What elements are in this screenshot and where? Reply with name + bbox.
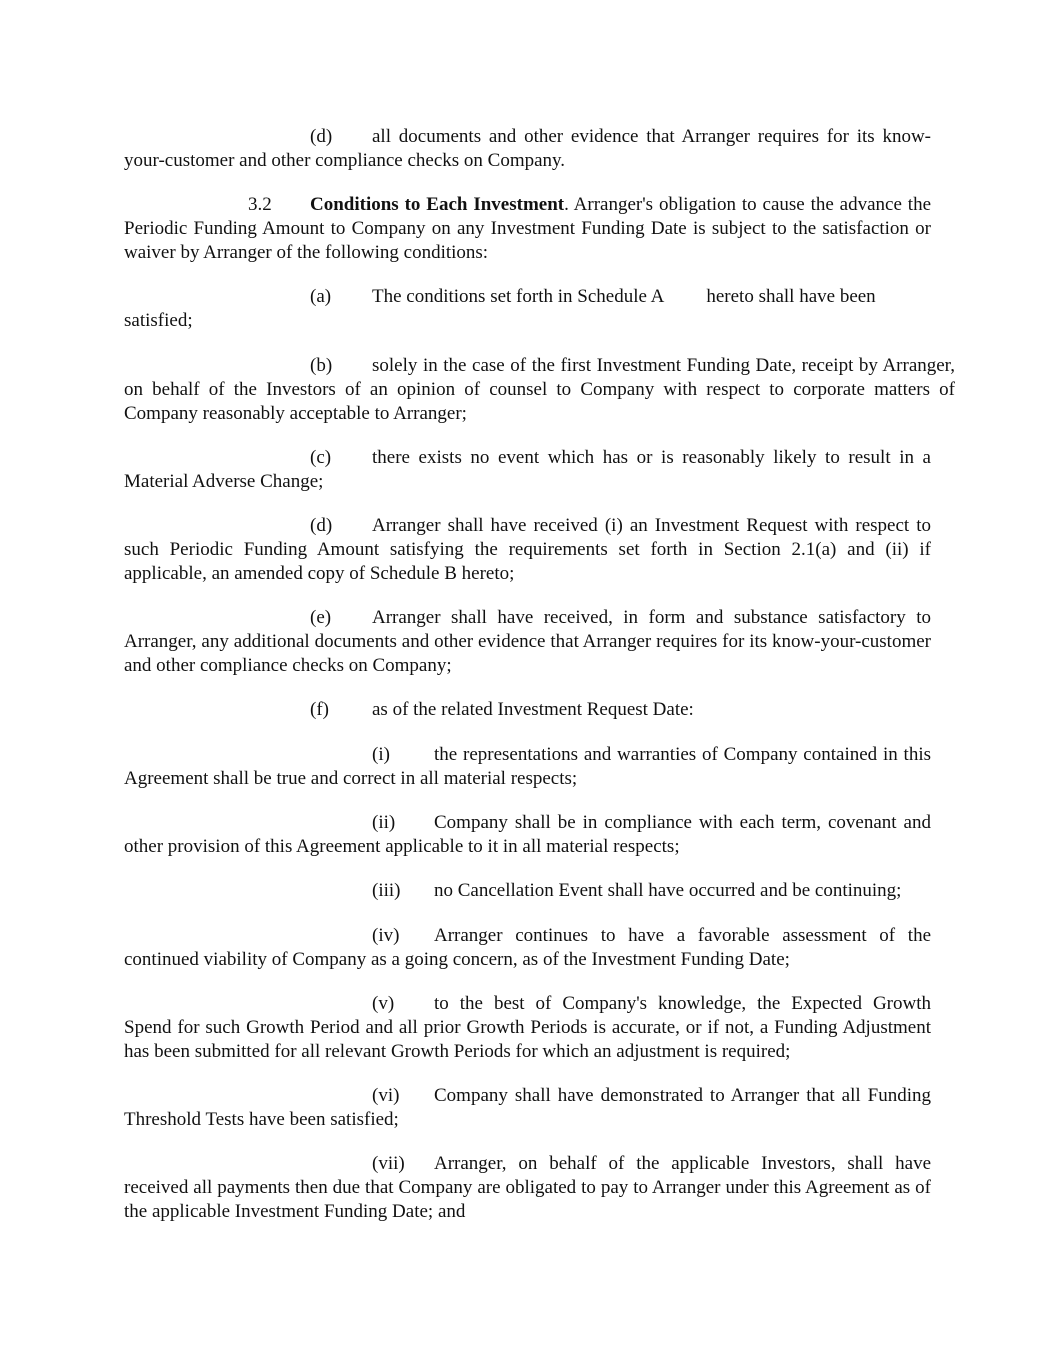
subclause-text: the representations and warranties of Company contained in this Agreement shall be true and correct in all material respects; xyxy=(124,744,931,789)
subclause-iv xyxy=(124,924,931,972)
section-text: . Arranger's obligation to cause the advance the Periodic Funding Amount to Company on any Investment Funding Date is subject to the satisfaction or waiver by Arranger of the following conditions: xyxy=(124,194,931,263)
clause-number: (a) xyxy=(310,286,332,307)
subclause-text: to the best of Company's knowledge, the Expected Growth Spend for such Growth Period and all prior Growth Periods is accurate, or if not, a Funding Adjustment has been submitted for all relevant Growth Periods for which an adjustment is required; xyxy=(124,993,931,1062)
subclause-vi xyxy=(124,1084,931,1132)
clause-number: (f) xyxy=(310,699,329,720)
section-heading: Conditions to Each Investment xyxy=(310,194,565,215)
clause-number: (d) xyxy=(310,515,333,536)
clause-text: solely in the case of the first Investment Funding Date, receipt by Arranger, on behalf of the Investors of an opinion of counsel to Company with respect to corporate matters of Company reasonably acceptable to Arranger; xyxy=(124,355,955,424)
section-number: 3.2 xyxy=(248,194,272,215)
clause-number: (e) xyxy=(310,607,332,628)
clause-text: Arranger shall have received, in form and substance satisfactory to Arranger, any additional documents and other evidence that Arranger requires for its know-your-customer and other compliance checks on Company; xyxy=(124,607,931,676)
clause-text: there exists no event which has or is reasonably likely to result in a Material Adverse Change; xyxy=(124,447,931,492)
subclause-text: Company shall have demonstrated to Arranger that all Funding Threshold Tests have been satisfied; xyxy=(124,1085,931,1130)
clause-e xyxy=(124,606,931,678)
subclause-ii xyxy=(124,811,931,859)
clause-c xyxy=(124,446,931,494)
subclause-iii xyxy=(124,879,955,903)
clause-number: (c) xyxy=(310,447,332,468)
subclause-i xyxy=(124,743,931,791)
clause-d xyxy=(124,514,931,586)
subclause-number: (iii) xyxy=(372,880,401,901)
subclause-number: (vii) xyxy=(372,1153,405,1174)
clause-b xyxy=(124,354,955,426)
subclause-text: Company shall be in compliance with each term, covenant and other provision of this Agreement applicable to it in all material respects; xyxy=(124,812,931,857)
subclause-number: (ii) xyxy=(372,812,396,833)
subclause-text: Arranger continues to have a favorable assessment of the continued viability of Company as a going concern, as of the Investment Funding Date; xyxy=(124,925,931,970)
subclause-text: Arranger, on behalf of the applicable Investors, shall have received all payments then due that Company are obligated to pay to Arranger under this Agreement as of the applicable Investment Funding Date; and xyxy=(124,1153,931,1222)
clause-d-kyc xyxy=(124,125,931,173)
clause-text-part3: satisfied; xyxy=(124,310,193,331)
clause-text-part2: hereto shall have been xyxy=(706,286,876,307)
subclause-vii xyxy=(124,1152,931,1224)
subclause-text: no Cancellation Event shall have occurred and be continuing; xyxy=(434,880,902,901)
clause-text: all documents and other evidence that Arranger requires for its know-your-customer and other compliance checks on Company. xyxy=(124,126,931,171)
section-3-2 xyxy=(124,193,931,265)
subclause-number: (vi) xyxy=(372,1085,400,1106)
clause-a xyxy=(124,285,931,333)
clause-f xyxy=(124,698,931,722)
clause-number: (b) xyxy=(310,355,333,376)
subclause-v xyxy=(124,992,931,1064)
clause-text-part1: The conditions set forth in Schedule A xyxy=(372,286,665,307)
clause-number: (d) xyxy=(310,126,333,147)
subclause-number: (iv) xyxy=(372,925,400,946)
subclause-number: (i) xyxy=(372,744,390,765)
clause-text: Arranger shall have received (i) an Investment Request with respect to such Periodic Funding Amount satisfying the requirements set forth in Section 2.1(a) and (ii) if applicable, an amended copy of Schedule B hereto; xyxy=(124,515,931,584)
subclause-number: (v) xyxy=(372,993,395,1014)
clause-text: as of the related Investment Request Date: xyxy=(372,699,694,720)
